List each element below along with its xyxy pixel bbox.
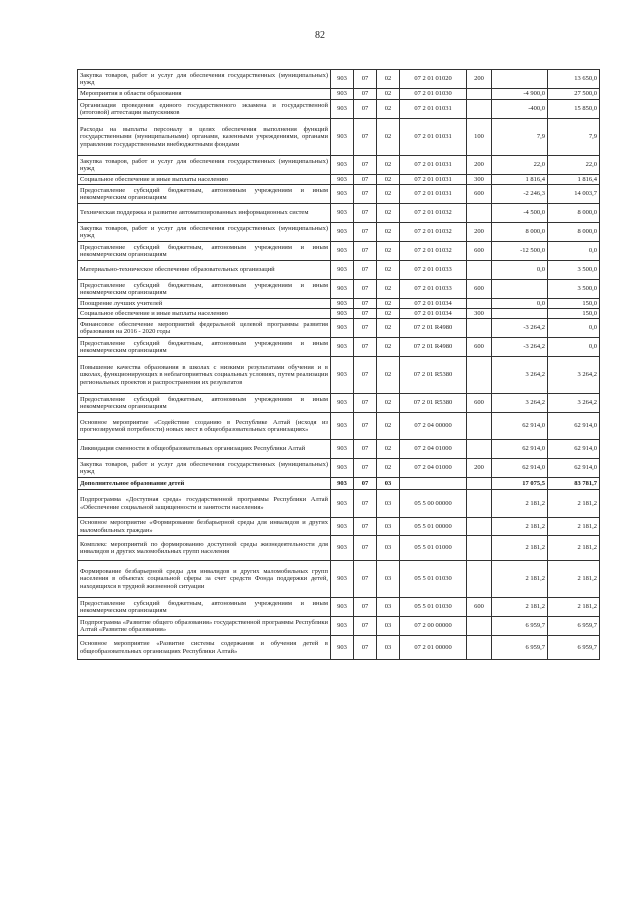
row-total-amount: 2 181,2 — [548, 598, 600, 617]
table-row — [78, 357, 600, 394]
row-expense-type: 200 — [467, 70, 492, 89]
row-ministry-code: 903 — [331, 204, 354, 223]
row-description: Предоставление субсидий бюджетным, автономным учреждениям и иным некоммерческим организациям — [78, 598, 331, 617]
row-description: Мероприятия в области образования — [78, 89, 331, 100]
row-description: Повышение качества образования в школах с низкими результатами обучения и в школах, функционирующих в неблагоприятных социальных условиях, путем реализации региональных проектов и распространения их результатов — [78, 357, 331, 394]
row-target-article: 07 2 04 00000 — [400, 413, 467, 440]
row-section: 07 — [354, 440, 377, 459]
table-row — [78, 413, 600, 440]
row-subsection: 02 — [377, 242, 400, 261]
row-section: 07 — [354, 89, 377, 100]
table-row — [78, 536, 600, 561]
row-section: 07 — [354, 598, 377, 617]
row-change-amount — [492, 309, 548, 319]
row-description: Закупка товаров, работ и услуг для обеспечения государственных (муниципальных) нужд — [78, 459, 331, 478]
row-target-article: 07 2 01 01031 — [400, 100, 467, 119]
row-section: 07 — [354, 70, 377, 89]
row-subsection: 02 — [377, 89, 400, 100]
row-description: Основное мероприятие «Содействие созданию в Республике Алтай (исходя из прогнозируемой потребности) новых мест в общеобразовательных организациях» — [78, 413, 331, 440]
row-target-article: 07 2 01 01034 — [400, 299, 467, 309]
row-ministry-code: 903 — [331, 70, 354, 89]
row-expense-type — [467, 440, 492, 459]
row-ministry-code: 903 — [331, 261, 354, 280]
table-row — [78, 280, 600, 299]
row-change-amount: 6 959,7 — [492, 617, 548, 636]
row-change-amount: 3 264,2 — [492, 394, 548, 413]
row-ministry-code: 903 — [331, 175, 354, 185]
table-row — [78, 70, 600, 89]
row-subsection: 03 — [377, 561, 400, 598]
row-total-amount: 3 264,2 — [548, 394, 600, 413]
row-ministry-code: 903 — [331, 561, 354, 598]
row-section: 07 — [354, 636, 377, 660]
row-subsection: 02 — [377, 280, 400, 299]
row-total-amount: 2 181,2 — [548, 561, 600, 598]
row-target-article: 07 2 01 R5380 — [400, 394, 467, 413]
row-description: Предоставление субсидий бюджетным, автономным учреждениям и иным некоммерческим организациям — [78, 394, 331, 413]
row-subsection: 02 — [377, 223, 400, 242]
row-section: 07 — [354, 357, 377, 394]
row-change-amount: 2 181,2 — [492, 536, 548, 561]
row-description: Основное мероприятие «Развитие системы содержания и обучения детей в общеобразовательных организациях Республики Алтай» — [78, 636, 331, 660]
table-row — [78, 518, 600, 536]
row-target-article: 05 5 01 01000 — [400, 536, 467, 561]
row-total-amount: 3 500,0 — [548, 261, 600, 280]
row-expense-type — [467, 299, 492, 309]
row-ministry-code: 903 — [331, 413, 354, 440]
table-row — [78, 478, 600, 490]
row-description: Закупка товаров, работ и услуг для обеспечения государственных (муниципальных) нужд — [78, 223, 331, 242]
table-row — [78, 261, 600, 280]
row-ministry-code: 903 — [331, 89, 354, 100]
row-total-amount: 13 650,0 — [548, 70, 600, 89]
row-subsection: 02 — [377, 338, 400, 357]
row-expense-type: 300 — [467, 175, 492, 185]
table-row — [78, 223, 600, 242]
row-total-amount: 14 003,7 — [548, 185, 600, 204]
row-ministry-code: 903 — [331, 242, 354, 261]
row-description: Закупка товаров, работ и услуг для обеспечения государственных (муниципальных) нужд — [78, 70, 331, 89]
row-expense-type: 600 — [467, 185, 492, 204]
row-total-amount: 7,9 — [548, 119, 600, 156]
row-target-article: 07 2 01 01031 — [400, 156, 467, 175]
row-description: Подпрограмма «Доступная среда» государственной программы Республики Алтай «Обеспечение социальной защищенности и занятости населения» — [78, 490, 331, 518]
row-expense-type — [467, 204, 492, 223]
row-change-amount: -3 264,2 — [492, 319, 548, 338]
row-expense-type: 600 — [467, 242, 492, 261]
row-target-article: 07 2 01 01033 — [400, 280, 467, 299]
row-change-amount: -2 246,3 — [492, 185, 548, 204]
table-row — [78, 617, 600, 636]
row-total-amount: 8 000,0 — [548, 223, 600, 242]
row-expense-type: 200 — [467, 459, 492, 478]
row-target-article: 07 2 04 01000 — [400, 459, 467, 478]
row-expense-type — [467, 357, 492, 394]
row-change-amount: 8 000,0 — [492, 223, 548, 242]
row-target-article — [400, 478, 467, 490]
row-description: Организация проведения единого государственного экзамена и государственной (итоговой) аттестации выпускников — [78, 100, 331, 119]
row-change-amount: 0,0 — [492, 299, 548, 309]
row-target-article: 05 5 01 01030 — [400, 561, 467, 598]
row-section: 07 — [354, 299, 377, 309]
row-subsection: 02 — [377, 394, 400, 413]
row-total-amount: 3 264,2 — [548, 357, 600, 394]
table-row — [78, 636, 600, 660]
row-total-amount: 62 914,0 — [548, 440, 600, 459]
row-total-amount: 2 181,2 — [548, 490, 600, 518]
row-section: 07 — [354, 261, 377, 280]
row-ministry-code: 903 — [331, 617, 354, 636]
row-description: Предоставление субсидий бюджетным, автономным учреждениям и иным некоммерческим организациям — [78, 185, 331, 204]
row-section: 07 — [354, 185, 377, 204]
row-expense-type: 200 — [467, 156, 492, 175]
row-expense-type — [467, 490, 492, 518]
row-subsection: 03 — [377, 617, 400, 636]
table-row — [78, 185, 600, 204]
row-change-amount: -400,0 — [492, 100, 548, 119]
row-subsection: 02 — [377, 459, 400, 478]
budget-table — [77, 69, 600, 660]
table-row — [78, 89, 600, 100]
row-total-amount: 27 500,0 — [548, 89, 600, 100]
row-section: 07 — [354, 617, 377, 636]
row-description: Ликвидация сменности в общеобразовательных организациях Республики Алтай — [78, 440, 331, 459]
row-ministry-code: 903 — [331, 185, 354, 204]
row-change-amount: 2 181,2 — [492, 490, 548, 518]
table-row — [78, 459, 600, 478]
row-total-amount: 0,0 — [548, 242, 600, 261]
row-change-amount — [492, 280, 548, 299]
row-subsection: 02 — [377, 357, 400, 394]
row-subsection: 02 — [377, 175, 400, 185]
table-row — [78, 561, 600, 598]
row-total-amount: 3 500,0 — [548, 280, 600, 299]
row-section: 07 — [354, 518, 377, 536]
row-section: 07 — [354, 204, 377, 223]
row-description: Предоставление субсидий бюджетным, автономным учреждениям и иным некоммерческим организациям — [78, 242, 331, 261]
row-section: 07 — [354, 156, 377, 175]
row-section: 07 — [354, 338, 377, 357]
row-total-amount: 2 181,2 — [548, 518, 600, 536]
row-change-amount: 7,9 — [492, 119, 548, 156]
row-target-article: 05 5 00 00000 — [400, 490, 467, 518]
row-ministry-code: 903 — [331, 536, 354, 561]
row-change-amount: 3 264,2 — [492, 357, 548, 394]
row-description: Социальное обеспечение и иные выплаты населению — [78, 175, 331, 185]
row-ministry-code: 903 — [331, 299, 354, 309]
row-expense-type: 100 — [467, 119, 492, 156]
row-subsection: 02 — [377, 413, 400, 440]
row-expense-type: 600 — [467, 598, 492, 617]
row-subsection: 03 — [377, 478, 400, 490]
row-ministry-code: 903 — [331, 478, 354, 490]
row-change-amount: 6 959,7 — [492, 636, 548, 660]
table-row — [78, 440, 600, 459]
row-description: Поощрение лучших учителей — [78, 299, 331, 309]
table-row — [78, 100, 600, 119]
row-ministry-code: 903 — [331, 319, 354, 338]
row-total-amount: 2 181,2 — [548, 536, 600, 561]
row-subsection: 03 — [377, 636, 400, 660]
row-expense-type: 600 — [467, 338, 492, 357]
row-subsection: 03 — [377, 536, 400, 561]
row-description: Комплекс мероприятий по формированию доступной среды жизнедеятельности для инвалидов и других маломобильных групп населения — [78, 536, 331, 561]
row-expense-type — [467, 319, 492, 338]
row-subsection: 02 — [377, 100, 400, 119]
row-expense-type — [467, 413, 492, 440]
row-target-article: 07 2 01 R4980 — [400, 338, 467, 357]
row-description: Предоставление субсидий бюджетным, автономным учреждениям и иным некоммерческим организациям — [78, 338, 331, 357]
row-target-article: 07 2 01 01031 — [400, 185, 467, 204]
row-ministry-code: 903 — [331, 518, 354, 536]
row-description: Материально-техническое обеспечение образовательных организаций — [78, 261, 331, 280]
row-change-amount: -12 500,0 — [492, 242, 548, 261]
row-target-article: 07 2 01 01032 — [400, 242, 467, 261]
row-expense-type: 300 — [467, 309, 492, 319]
row-change-amount: 0,0 — [492, 261, 548, 280]
row-target-article: 07 2 00 00000 — [400, 617, 467, 636]
row-description: Расходы на выплаты персоналу в целях обеспечения выполнения функций государственными (муниципальными) органами, казенными учреждениями, органами управления государственными внебюджетными фондами — [78, 119, 331, 156]
row-target-article: 07 2 01 01020 — [400, 70, 467, 89]
row-expense-type — [467, 561, 492, 598]
row-section: 07 — [354, 223, 377, 242]
row-expense-type: 200 — [467, 223, 492, 242]
row-total-amount: 15 850,0 — [548, 100, 600, 119]
row-ministry-code: 903 — [331, 636, 354, 660]
row-total-amount: 0,0 — [548, 319, 600, 338]
row-expense-type — [467, 518, 492, 536]
row-description: Социальное обеспечение и иные выплаты населению — [78, 309, 331, 319]
row-target-article: 05 5 01 01030 — [400, 598, 467, 617]
row-subsection: 02 — [377, 440, 400, 459]
table-row — [78, 309, 600, 319]
row-total-amount: 1 816,4 — [548, 175, 600, 185]
row-expense-type — [467, 261, 492, 280]
row-description: Дополнительное образование детей — [78, 478, 331, 490]
table-row — [78, 242, 600, 261]
row-total-amount: 150,0 — [548, 309, 600, 319]
table-row — [78, 204, 600, 223]
row-ministry-code: 903 — [331, 100, 354, 119]
row-section: 07 — [354, 280, 377, 299]
row-subsection: 02 — [377, 185, 400, 204]
row-subsection: 02 — [377, 261, 400, 280]
row-target-article: 07 2 01 01031 — [400, 119, 467, 156]
row-description: Формирование безбарьерной среды для инвалидов и других маломобильных групп населения в объектах социальной сферы за счет средств Фонда поддержки детей, находящихся в трудной жизненной ситуации — [78, 561, 331, 598]
row-total-amount: 150,0 — [548, 299, 600, 309]
row-expense-type — [467, 89, 492, 100]
row-ministry-code: 903 — [331, 459, 354, 478]
row-target-article: 07 2 01 01030 — [400, 89, 467, 100]
row-subsection: 03 — [377, 490, 400, 518]
row-change-amount: 62 914,0 — [492, 440, 548, 459]
row-target-article: 07 2 01 R5380 — [400, 357, 467, 394]
row-ministry-code: 903 — [331, 309, 354, 319]
row-description: Закупка товаров, работ и услуг для обеспечения государственных (муниципальных) нужд — [78, 156, 331, 175]
row-ministry-code: 903 — [331, 156, 354, 175]
row-change-amount: 62 914,0 — [492, 459, 548, 478]
row-target-article: 07 2 01 01033 — [400, 261, 467, 280]
row-total-amount: 8 000,0 — [548, 204, 600, 223]
table-row — [78, 156, 600, 175]
row-total-amount: 0,0 — [548, 338, 600, 357]
row-ministry-code: 903 — [331, 338, 354, 357]
row-total-amount: 22,0 — [548, 156, 600, 175]
row-change-amount — [492, 70, 548, 89]
row-target-article: 07 2 01 01032 — [400, 223, 467, 242]
table-row — [78, 338, 600, 357]
row-target-article: 07 2 01 01032 — [400, 204, 467, 223]
table-row — [78, 299, 600, 309]
row-ministry-code: 903 — [331, 490, 354, 518]
row-total-amount: 62 914,0 — [548, 459, 600, 478]
table-row — [78, 394, 600, 413]
row-section: 07 — [354, 100, 377, 119]
row-target-article: 07 2 01 00000 — [400, 636, 467, 660]
row-description: Предоставление субсидий бюджетным, автономным учреждениям и иным некоммерческим организациям — [78, 280, 331, 299]
row-ministry-code: 903 — [331, 119, 354, 156]
row-description: Финансовое обеспечение мероприятий федеральной целевой программы развития образования на 2016 - 2020 годы — [78, 319, 331, 338]
row-ministry-code: 903 — [331, 394, 354, 413]
row-section: 07 — [354, 478, 377, 490]
row-section: 07 — [354, 561, 377, 598]
row-expense-type: 600 — [467, 280, 492, 299]
row-section: 07 — [354, 490, 377, 518]
row-change-amount: 2 181,2 — [492, 518, 548, 536]
row-subsection: 02 — [377, 156, 400, 175]
row-target-article: 07 2 01 R4980 — [400, 319, 467, 338]
table-row — [78, 119, 600, 156]
row-expense-type — [467, 478, 492, 490]
row-total-amount: 6 959,7 — [548, 617, 600, 636]
row-ministry-code: 903 — [331, 357, 354, 394]
table-row — [78, 598, 600, 617]
row-section: 07 — [354, 242, 377, 261]
row-ministry-code: 903 — [331, 598, 354, 617]
row-change-amount: -4 500,0 — [492, 204, 548, 223]
table-row — [78, 175, 600, 185]
row-subsection: 02 — [377, 299, 400, 309]
row-description: Техническая поддержка и развитие автоматизированных информационных систем — [78, 204, 331, 223]
row-ministry-code: 903 — [331, 280, 354, 299]
row-section: 07 — [354, 119, 377, 156]
row-total-amount: 83 781,7 — [548, 478, 600, 490]
row-target-article: 07 2 01 01031 — [400, 175, 467, 185]
row-expense-type: 600 — [467, 394, 492, 413]
row-section: 07 — [354, 459, 377, 478]
row-subsection: 03 — [377, 518, 400, 536]
page-number: 82 — [315, 30, 325, 41]
row-subsection: 03 — [377, 598, 400, 617]
row-description: Основное мероприятие «Формирование безбарьерной среды для инвалидов и других маломобильных граждан» — [78, 518, 331, 536]
row-change-amount: 17 075,5 — [492, 478, 548, 490]
row-total-amount: 6 959,7 — [548, 636, 600, 660]
row-subsection: 02 — [377, 309, 400, 319]
row-change-amount: 2 181,2 — [492, 561, 548, 598]
row-ministry-code: 903 — [331, 223, 354, 242]
row-change-amount: -3 264,2 — [492, 338, 548, 357]
row-section: 07 — [354, 536, 377, 561]
row-ministry-code: 903 — [331, 440, 354, 459]
row-target-article: 05 5 01 00000 — [400, 518, 467, 536]
row-subsection: 02 — [377, 319, 400, 338]
row-section: 07 — [354, 309, 377, 319]
row-expense-type — [467, 100, 492, 119]
row-section: 07 — [354, 319, 377, 338]
row-subsection: 02 — [377, 119, 400, 156]
row-description: Подпрограмма «Развитие общего образования» государственной программы Республики Алтай «Развитие образования» — [78, 617, 331, 636]
row-expense-type — [467, 617, 492, 636]
row-change-amount: 1 816,4 — [492, 175, 548, 185]
row-section: 07 — [354, 394, 377, 413]
row-target-article: 07 2 04 01000 — [400, 440, 467, 459]
row-change-amount: 22,0 — [492, 156, 548, 175]
row-total-amount: 62 914,0 — [548, 413, 600, 440]
row-subsection: 02 — [377, 70, 400, 89]
row-section: 07 — [354, 413, 377, 440]
table-row — [78, 490, 600, 518]
row-change-amount: -4 900,0 — [492, 89, 548, 100]
row-section: 07 — [354, 175, 377, 185]
row-subsection: 02 — [377, 204, 400, 223]
row-target-article: 07 2 01 01034 — [400, 309, 467, 319]
row-change-amount: 2 181,2 — [492, 598, 548, 617]
row-expense-type — [467, 536, 492, 561]
table-row — [78, 319, 600, 338]
row-change-amount: 62 914,0 — [492, 413, 548, 440]
row-expense-type — [467, 636, 492, 660]
